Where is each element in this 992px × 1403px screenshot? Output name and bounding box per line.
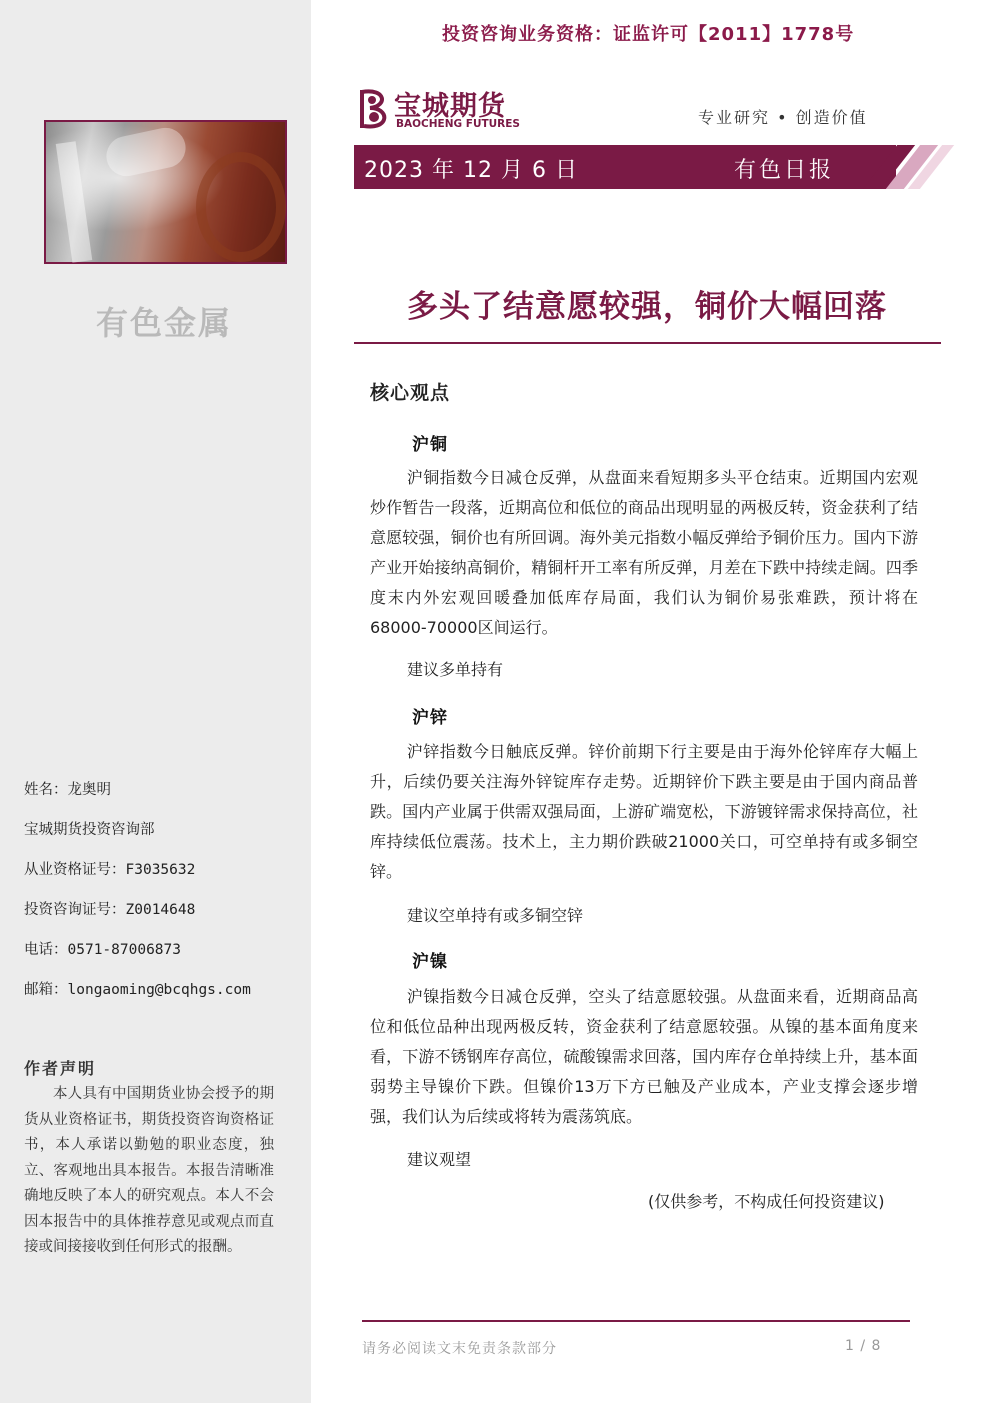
copper-coil xyxy=(196,152,286,262)
photo-highlight xyxy=(56,141,93,263)
footer-note: 请务必阅读文末免责条款部分 xyxy=(362,1341,557,1357)
email: 邮箱：longaoming@bcqhgs.com xyxy=(24,982,251,998)
core-view-heading: 核心观点 xyxy=(370,382,451,404)
logo-b-icon xyxy=(356,86,392,132)
advice-nickel: 建议观望 xyxy=(407,1150,472,1169)
logo-english: BAOCHENG FUTURES xyxy=(396,118,520,130)
practice-license: 从业资格证号：F3035632 xyxy=(24,862,196,878)
photo-highlight xyxy=(103,124,190,180)
section-body-zinc: 沪锌指数今日触底反弹。锌价前期下行主要是由于海外伦锌库存大幅上升，后续仍要关注海外锌锭库存走势。近期锌价下跌主要是由于国内商品普跌。国内产业属于供需双强局面，上游矿端宽松，下游镀锌需求保持高位，社库持续低位震荡。技术上，主力期价跌破21000关口，可空单持有或多铜空锌。 xyxy=(370,742,918,881)
cover-photo xyxy=(44,120,287,264)
company-logo xyxy=(356,86,526,132)
author-department: 宝城期货投资咨询部 xyxy=(24,822,155,838)
phone: 电话：0571-87006873 xyxy=(24,942,181,958)
main-title: 多头了结意愿较强，铜价大幅回落 xyxy=(407,289,887,325)
report-date: 2023 年 12 月 6 日 xyxy=(364,158,578,183)
left-sidebar xyxy=(0,0,311,1403)
section-heading-zinc: 沪锌 xyxy=(412,708,448,728)
page-number: 1 / 8 xyxy=(845,1338,882,1354)
section-heading-copper: 沪铜 xyxy=(412,435,448,455)
sector-title: 有色金属 xyxy=(95,304,232,342)
disclaimer: (仅供参考，不构成任何投资建议) xyxy=(648,1192,885,1211)
footer-divider xyxy=(362,1320,910,1322)
date-banner xyxy=(354,145,896,189)
author-name: 姓名：龙奥明 xyxy=(24,782,111,798)
license-text: 投资咨询业务资格：证监许可【2011】1778号 xyxy=(442,24,855,45)
section-body-copper: 沪铜指数今日减仓反弹，从盘面来看短期多头平仓结束。近期国内宏观炒作暂告一段落，近期高位和低位的商品出现明显的两极反转，资金获利了结意愿较强，铜价也有所回调。海外美元指数小幅反弹给予铜价压力。国内下游产业开始接纳高铜价，精铜杆开工率有所反弹，月差在下跌中持续走阔。四季度末内外宏观回暖叠加低库存局面，我们认为铜价易张难跌，预计将在68000-70000区间运行。 xyxy=(370,468,918,637)
logo-chinese: 宝城期货 xyxy=(394,91,506,122)
report-type: 有色日报 xyxy=(734,158,835,183)
advice-copper: 建议多单持有 xyxy=(407,660,504,679)
declaration-title: 作者声明 xyxy=(24,1059,97,1078)
slogan: 专业研究 • 创造价值 xyxy=(698,108,868,127)
advisory-license: 投资咨询证号：Z0014648 xyxy=(24,902,196,918)
section-body-nickel: 沪镍指数今日减仓反弹，空头了结意愿较强。从盘面来看，近期商品高位和低位品种出现两极反转，资金获利了结意愿较强。从镍的基本面角度来看，下游不锈钢库存高位，硫酸镍需求回落，国内库存仓单持续上升，基本面弱势主导镍价下跌。但镍价13万下方已触及产业成本，产业支撑会逐步增强，我们认为后续或将转为震荡筑底。 xyxy=(370,987,918,1126)
declaration-text: 本人具有中国期货业协会授予的期货从业资格证书，期货投资咨询资格证书，本人承诺以勤勉的职业态度，独立、客观地出具本报告。本报告清晰准确地反映了本人的研究观点。本人不会因本报告中的具体推荐意见或观点而直接或间接接收到任何形式的报酬。 xyxy=(24,1086,274,1255)
advice-zinc: 建议空单持有或多铜空锌 xyxy=(407,906,584,925)
title-divider xyxy=(354,342,941,344)
section-heading-nickel: 沪镍 xyxy=(412,952,448,972)
